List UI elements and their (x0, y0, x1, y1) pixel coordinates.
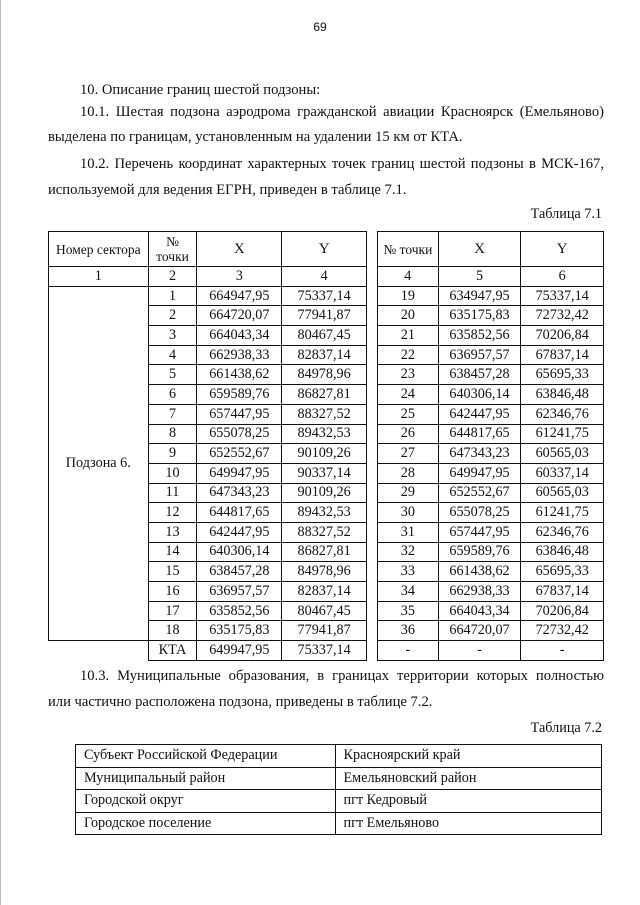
point-number: 16 (148, 582, 197, 602)
x-coordinate: 664947,95 (197, 286, 282, 306)
x-coordinate: 661438,62 (197, 365, 282, 385)
y-coordinate: 60337,14 (521, 463, 604, 483)
x-coordinate: 649947,95 (438, 463, 521, 483)
table-row (378, 601, 604, 621)
municipality-type: Городское поселение (76, 812, 336, 835)
sector-name: Подзона 6. (49, 286, 149, 640)
col-number: 2 (148, 267, 197, 287)
x-coordinate: 652552,67 (438, 483, 521, 503)
point-number: 22 (378, 345, 439, 365)
x-coordinate: 655078,25 (438, 503, 521, 523)
x-coordinate: 652552,67 (197, 444, 282, 464)
y-coordinate: 72732,42 (521, 306, 604, 326)
scan-edge (0, 0, 1, 905)
y-coordinate: 62346,76 (521, 522, 604, 542)
municipality-name: Красноярский край (335, 745, 601, 768)
y-coordinate: 77941,87 (282, 621, 367, 641)
y-coordinate: 75337,14 (282, 641, 367, 661)
point-number: - (378, 641, 439, 661)
point-number: 18 (148, 621, 197, 641)
table-row (378, 404, 604, 424)
municipality-type: Муниципальный район (76, 767, 336, 790)
municipality-row (76, 767, 602, 790)
point-number: 19 (378, 286, 439, 306)
para-10-3-line1: 10.3. Муниципальные образования, в границах территории которых полностью (80, 668, 604, 684)
x-coordinate: 664720,07 (438, 621, 521, 641)
x-coordinate: 655078,25 (197, 424, 282, 444)
header-point-no-text: № точки (156, 234, 189, 264)
municipality-name: Емельяновский район (335, 767, 601, 790)
y-coordinate: 60565,03 (521, 444, 604, 464)
table-row (378, 306, 604, 326)
y-coordinate: 65695,33 (521, 562, 604, 582)
y-coordinate: 60565,03 (521, 483, 604, 503)
y-coordinate: 63846,48 (521, 385, 604, 405)
y-coordinate: 82837,14 (282, 345, 367, 365)
y-coordinate: 61241,75 (521, 503, 604, 523)
y-coordinate: 72732,42 (521, 621, 604, 641)
x-coordinate: 635852,56 (197, 601, 282, 621)
point-number: 11 (148, 483, 197, 503)
col-number: 6 (521, 267, 604, 287)
y-coordinate: 80467,45 (282, 601, 367, 621)
column-number-row (378, 267, 604, 287)
y-coordinate: 63846,48 (521, 542, 604, 562)
table-row (378, 385, 604, 405)
y-coordinate: 70206,84 (521, 601, 604, 621)
x-coordinate: 664043,34 (438, 601, 521, 621)
header-y: Y (282, 232, 367, 267)
table-7-2-caption: Таблица 7.2 (530, 720, 602, 736)
x-coordinate: 644817,65 (197, 503, 282, 523)
point-number: КТА (148, 641, 197, 661)
table-header-row (378, 232, 604, 267)
x-coordinate: 647343,23 (197, 483, 282, 503)
para-10-1-line1: 10.1. Шестая подзона аэродрома гражданской авиации Красноярск (Емельяново) (80, 104, 604, 120)
point-number: 17 (148, 601, 197, 621)
y-coordinate: 89432,53 (282, 503, 367, 523)
x-coordinate: 636957,57 (438, 345, 521, 365)
x-coordinate: 636957,57 (197, 582, 282, 602)
point-number: 5 (148, 365, 197, 385)
col-number: 5 (438, 267, 521, 287)
x-coordinate: 635852,56 (438, 326, 521, 346)
x-coordinate: 642447,95 (197, 522, 282, 542)
y-coordinate: 88327,52 (282, 404, 367, 424)
point-number: 27 (378, 444, 439, 464)
table-row (378, 463, 604, 483)
col-number: 4 (378, 267, 439, 287)
point-number: 12 (148, 503, 197, 523)
point-number: 8 (148, 424, 197, 444)
x-coordinate: 662938,33 (438, 582, 521, 602)
municipality-row (76, 790, 602, 813)
point-number: 36 (378, 621, 439, 641)
y-coordinate: 67837,14 (521, 345, 604, 365)
column-number-row (49, 267, 367, 287)
x-coordinate: 657447,95 (438, 522, 521, 542)
point-number: 7 (148, 404, 197, 424)
point-number: 33 (378, 562, 439, 582)
x-coordinate: 634947,95 (438, 286, 521, 306)
table-row (378, 542, 604, 562)
para-10-3-line2: или частично расположена подзона, приведены в таблице 7.2. (48, 694, 433, 710)
y-coordinate: 75337,14 (282, 286, 367, 306)
y-coordinate: 86827,81 (282, 385, 367, 405)
y-coordinate: 86827,81 (282, 542, 367, 562)
header-y: Y (521, 232, 604, 267)
table-row (378, 582, 604, 602)
table-row (378, 424, 604, 444)
point-number: 30 (378, 503, 439, 523)
y-coordinate: 84978,96 (282, 562, 367, 582)
table-row (378, 444, 604, 464)
x-coordinate: 657447,95 (197, 404, 282, 424)
point-number: 25 (378, 404, 439, 424)
point-number: 9 (148, 444, 197, 464)
x-coordinate: 659589,76 (438, 542, 521, 562)
y-coordinate: 77941,87 (282, 306, 367, 326)
table-row (378, 503, 604, 523)
y-coordinate: 62346,76 (521, 404, 604, 424)
x-coordinate: 638457,28 (197, 562, 282, 582)
col-number: 4 (282, 267, 367, 287)
y-coordinate: 67837,14 (521, 582, 604, 602)
point-number: 23 (378, 365, 439, 385)
point-number: 6 (148, 385, 197, 405)
x-coordinate: 635175,83 (438, 306, 521, 326)
point-number: 4 (148, 345, 197, 365)
coordinates-table-right (377, 231, 604, 661)
x-coordinate: 642447,95 (438, 404, 521, 424)
table-row (378, 345, 604, 365)
x-coordinate: 661438,62 (438, 562, 521, 582)
x-coordinate: 664043,34 (197, 326, 282, 346)
point-number: 24 (378, 385, 439, 405)
table-row (49, 641, 367, 661)
point-number: 20 (378, 306, 439, 326)
y-coordinate: 82837,14 (282, 582, 367, 602)
x-coordinate: 635175,83 (197, 621, 282, 641)
point-number: 28 (378, 463, 439, 483)
table-7-1-caption: Таблица 7.1 (530, 206, 602, 222)
page-number: 69 (313, 20, 327, 34)
point-number: 3 (148, 326, 197, 346)
point-number: 13 (148, 522, 197, 542)
point-number: 14 (148, 542, 197, 562)
table-row (378, 286, 604, 306)
point-number: 21 (378, 326, 439, 346)
table-row (378, 365, 604, 385)
header-x: X (438, 232, 521, 267)
x-coordinate: 662938,33 (197, 345, 282, 365)
x-coordinate: 647343,23 (438, 444, 521, 464)
header-point-no (148, 232, 197, 267)
y-coordinate: 80467,45 (282, 326, 367, 346)
col-number: 3 (197, 267, 282, 287)
table-row (49, 286, 367, 306)
point-number: 34 (378, 582, 439, 602)
x-coordinate: - (438, 641, 521, 661)
header-point-no (378, 232, 439, 267)
para-10-1-line2: выделена по границам, установленным на удалении 15 км от КТА. (48, 129, 463, 145)
col-number: 1 (49, 267, 149, 287)
municipality-row (76, 812, 602, 835)
point-number: 2 (148, 306, 197, 326)
section-heading: 10. Описание границ шестой подзоны: (80, 82, 321, 98)
point-number: 35 (378, 601, 439, 621)
x-coordinate: 644817,65 (438, 424, 521, 444)
x-coordinate: 664720,07 (197, 306, 282, 326)
table-row (378, 483, 604, 503)
y-coordinate: 88327,52 (282, 522, 367, 542)
point-number: 1 (148, 286, 197, 306)
point-number: 32 (378, 542, 439, 562)
y-coordinate: 90109,26 (282, 444, 367, 464)
header-point-no-text: № точки (383, 241, 433, 257)
table-row (378, 641, 604, 661)
municipality-type: Городской округ (76, 790, 336, 813)
table-row (378, 562, 604, 582)
y-coordinate: 75337,14 (521, 286, 604, 306)
header-x: X (197, 232, 282, 267)
municipality-name: пгт Емельяново (335, 812, 601, 835)
y-coordinate: - (521, 641, 604, 661)
y-coordinate: 89432,53 (282, 424, 367, 444)
para-10-2-line1: 10.2. Перечень координат характерных точек границ шестой подзоны в МСК-167, (80, 156, 604, 172)
x-coordinate: 659589,76 (197, 385, 282, 405)
point-number: 31 (378, 522, 439, 542)
x-coordinate: 640306,14 (197, 542, 282, 562)
municipality-row (76, 745, 602, 768)
y-coordinate: 90109,26 (282, 483, 367, 503)
point-number: 10 (148, 463, 197, 483)
table-row (378, 621, 604, 641)
x-coordinate: 649947,95 (197, 641, 282, 661)
header-sector-text: Номер сектора (55, 241, 141, 257)
y-coordinate: 70206,84 (521, 326, 604, 346)
x-coordinate: 640306,14 (438, 385, 521, 405)
municipality-type: Субъект Российской Федерации (76, 745, 336, 768)
y-coordinate: 61241,75 (521, 424, 604, 444)
y-coordinate: 90337,14 (282, 463, 367, 483)
x-coordinate: 649947,95 (197, 463, 282, 483)
coordinates-table-left (48, 231, 367, 661)
para-10-2-line2: используемой для ведения ЕГРН, приведен в таблице 7.1. (48, 182, 407, 198)
table-row (378, 326, 604, 346)
x-coordinate: 638457,28 (438, 365, 521, 385)
point-number: 29 (378, 483, 439, 503)
point-number: 26 (378, 424, 439, 444)
point-number: 15 (148, 562, 197, 582)
table-header-row (49, 232, 367, 267)
y-coordinate: 65695,33 (521, 365, 604, 385)
municipalities-table (75, 744, 602, 835)
y-coordinate: 84978,96 (282, 365, 367, 385)
municipality-name: пгт Кедровый (335, 790, 601, 813)
header-sector (49, 232, 149, 267)
sector-blank-cell (49, 641, 149, 661)
table-row (378, 522, 604, 542)
